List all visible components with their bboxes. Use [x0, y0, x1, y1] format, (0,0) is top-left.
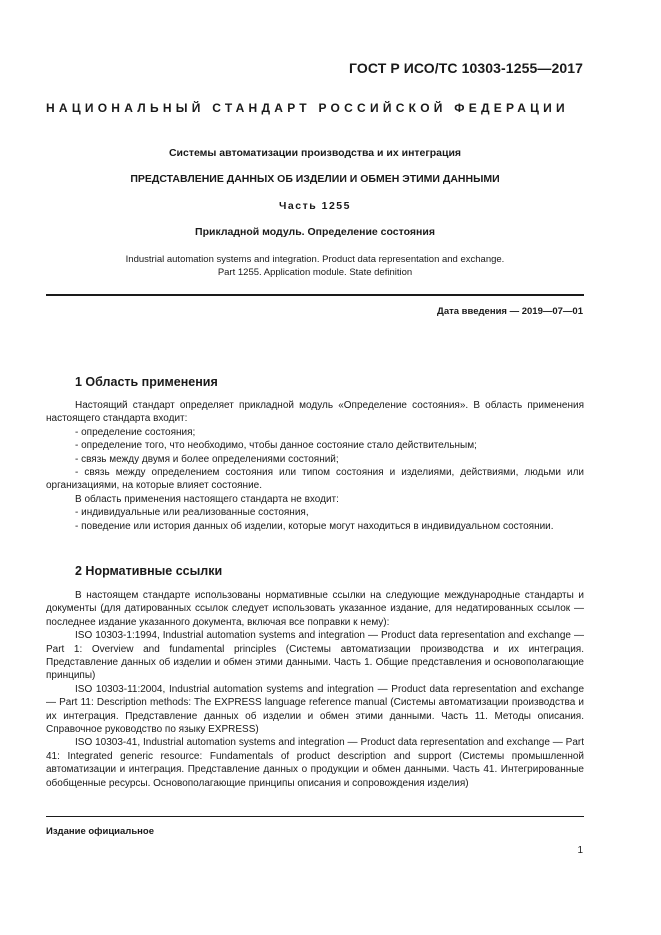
document-number: ГОСТ Р ИСО/ТС 10303-1255—2017	[348, 60, 583, 76]
exclusion-item: - поведение или история данных об изделии, которые могут находиться в индивидуальном состоянии.	[75, 520, 554, 532]
scope-item: - определение того, что необходимо, чтобы данное состояние стало действительным;	[75, 440, 477, 452]
section-1-paragraph: Настоящий стандарт определяет прикладной модуль «Определение состояния». В область применения настоящего стандарта входит:	[46, 400, 584, 425]
main-title: ПРЕДСТАВЛЕНИЕ ДАННЫХ ОБ ИЗДЕЛИИ И ОБМЕН ЭТИМИ ДАННЫМИ	[130, 173, 500, 185]
normative-reference: ISO 10303-1:1994, Industrial automation systems and integration — Product data representation and exchange — Part 1: Overview and fundamental principles (Системы автоматизации производства и их интеграция. Представление данных об изделии и обмен этими данными. Часть 1. Общие представления и основополагающие принципы)	[46, 630, 584, 682]
normative-reference: ISO 10303-41, Industrial automation systems and integration — Product data representation and exchange — Part 41: Integrated generic resource: Fundamentals of product description and support (Системы промышленной автоматизации и интеграция. Представление данных о продукции и обмен данными. Часть 41. Интегрированные обобщенные ресурсы. Основополагающие принципы описания и сопровождения изделия)	[46, 737, 584, 789]
scope-item: - определение состояния;	[75, 426, 196, 438]
section-2-paragraph: В настоящем стандарте использованы нормативные ссылки на следующие международные стандарты и документы (для датированных ссылок следует использовать указанное издание, для недатированных ссылок — последнее издание указанного документа, включая все поправки к нему):	[46, 590, 584, 628]
part-label: Часть 1255	[279, 200, 351, 212]
series-title: Системы автоматизации производства и их интеграция	[168, 147, 462, 159]
footer-divider	[46, 816, 584, 817]
national-standard-heading: НАЦИОНАЛЬНЫЙ СТАНДАРТ РОССИЙСКОЙ ФЕДЕРАЦИИ	[46, 101, 569, 115]
scope-item: - связь между определением состояния или типом состояния и изделиями, действиями, людьми или организациями, на которые влияет состояние.	[46, 467, 584, 492]
section-1-paragraph: В область применения настоящего стандарта не входит:	[75, 493, 339, 505]
title-divider	[46, 294, 584, 296]
section-2-body	[46, 589, 584, 790]
section-1-heading: 1 Область применения	[75, 375, 218, 389]
english-title-line-2: Part 1255. Application module. State definition	[217, 267, 413, 278]
section-2-heading: 2 Нормативные ссылки	[75, 564, 223, 578]
edition-label: Издание официальное	[46, 826, 154, 837]
introduction-date: Дата введения — 2019—07—01	[437, 306, 583, 317]
normative-reference: ISO 10303-11:2004, Industrial automation systems and integration — Product data representation and exchange — Part 11: Description methods: The EXPRESS language reference manual (Системы автоматизации производства и их интеграция. Представление данных об изделии и обмен этими данными. Часть 11. Методы описания. Справочное руководство по языку EXPRESS)	[46, 683, 584, 736]
section-1-body	[46, 399, 584, 533]
english-title	[46, 253, 584, 279]
scope-item: - связь между двумя и более определениями состояний;	[75, 453, 339, 465]
english-title-line-1: Industrial automation systems and integration. Product data representation and exchange.	[125, 254, 505, 265]
page-number: 1	[577, 845, 583, 856]
part-subtitle: Прикладной модуль. Определение состояния	[195, 226, 435, 238]
exclusion-item: - индивидуальные или реализованные состояния,	[75, 507, 309, 519]
